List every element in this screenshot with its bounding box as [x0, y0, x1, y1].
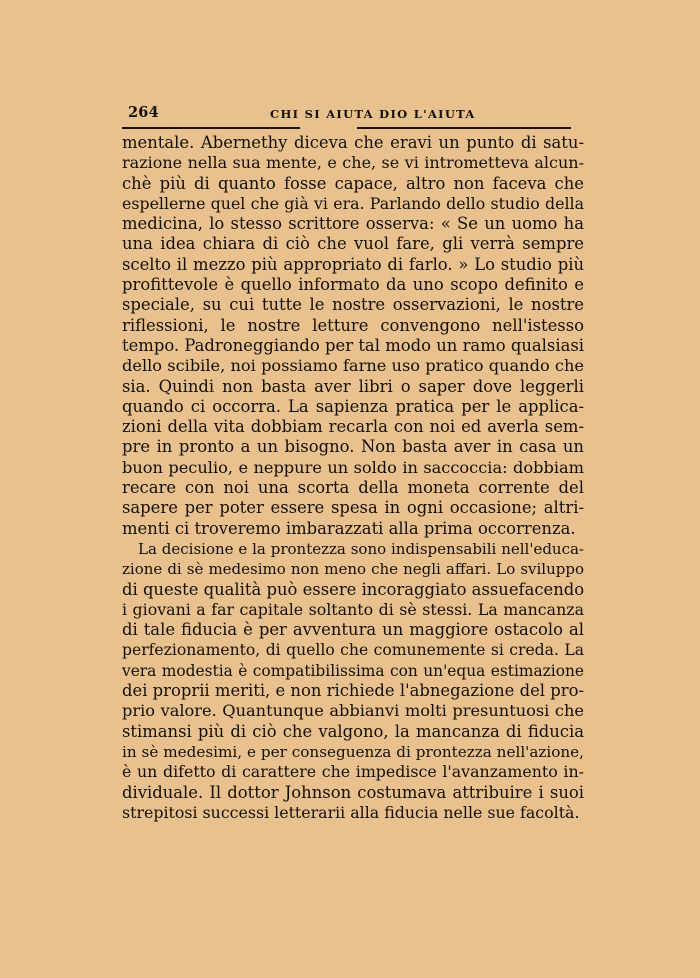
text-line: perfezionamento, di quello che comunemente si creda. La	[122, 641, 584, 660]
text-line: prio valore. Quantunque abbianvi molti presuntuosi che	[122, 701, 584, 721]
paragraph	[122, 133, 584, 539]
text-line: scelto il mezzo più appropriato di farlo. » Lo studio più	[122, 254, 584, 274]
paragraph	[122, 539, 584, 823]
text-line: vera modestia è compatibilissima con un'equa estimazione	[122, 661, 584, 680]
text-line: stimansi più di ciò che valgono, la mancanza di fiducia	[122, 721, 584, 741]
text-line: chè più di quanto fosse capace, altro non faceva che	[122, 173, 584, 193]
header-rule-right	[357, 127, 571, 129]
text-line: buon peculio, e neppure un soldo in saccoccia: dobbiam	[122, 457, 584, 477]
text-line: una idea chiara di ciò che vuol fare, gli verrà sempre	[122, 234, 584, 254]
text-line: menti ci troveremo imbarazzati alla prima occorrenza.	[122, 518, 576, 538]
text-line: pre in pronto a un bisogno. Non basta aver in casa un	[122, 437, 584, 457]
body-text	[122, 133, 584, 823]
text-line: zione di sè medesimo non meno che negli affari. Lo sviluppo	[122, 560, 584, 579]
text-line: tempo. Padroneggiando per tal modo un ramo qualsiasi	[122, 335, 584, 355]
text-line: La decisione e la prontezza sono indispensabili nell'educa-	[138, 539, 584, 558]
text-line: recare con noi una scorta della moneta corrente del	[122, 478, 584, 498]
text-line: sia. Quindi non basta aver libri o saper dove leggerli	[122, 376, 584, 396]
text-line: strepitosi successi letterarii alla fiducia nelle sue facoltà.	[122, 802, 580, 822]
text-line: di queste qualità può essere incoraggiato assuefacendo	[122, 579, 585, 599]
text-line: sapere per poter essere spesa in ogni occasione; altri-	[122, 498, 584, 518]
text-line: razione nella sua mente, e che, se vi intrometteva alcun-	[122, 153, 584, 173]
text-line: riflessioni, le nostre letture convengono nell'istesso	[122, 315, 584, 335]
text-line: speciale, su cui tutte le nostre osservazioni, le nostre	[122, 295, 584, 315]
text-line: i giovani a far capitale soltanto di sè stessi. La mancanza	[122, 599, 584, 619]
text-line: quando ci occorra. La sapienza pratica per le applica-	[122, 396, 584, 416]
page-number: 264	[128, 104, 159, 121]
text-line: medicina, lo stesso scrittore osserva: « Se un uomo ha	[122, 214, 584, 234]
page-header	[122, 104, 584, 126]
text-line: mentale. Abernethy diceva che eravi un punto di satu-	[122, 133, 584, 152]
text-line: dei proprii meriti, e non richiede l'abnegazione del pro-	[122, 681, 584, 701]
text-line: dividuale. Il dottor Johnson costumava attribuire i suoi	[122, 782, 584, 802]
text-line: dello scibile, noi possiamo farne uso pratico quando che	[122, 356, 584, 376]
running-title: CHI SI AIUTA DIO L'AIUTA	[270, 107, 476, 121]
text-line: espellerne quel che già vi era. Parlando dello studio della	[122, 193, 584, 213]
text-line: è un difetto di carattere che impedisce l'avanzamento in-	[122, 762, 584, 782]
text-line: profittevole è quello informato da uno scopo definito e	[122, 275, 584, 295]
header-rule-left	[122, 127, 300, 129]
text-line: zioni della vita dobbiam recarla con noi ed averla sem-	[122, 417, 584, 437]
text-line: in sè medesimi, e per conseguenza di prontezza nell'azione,	[122, 742, 584, 761]
text-line: di tale fiducia è per avventura un maggiore ostacolo al	[122, 620, 584, 640]
